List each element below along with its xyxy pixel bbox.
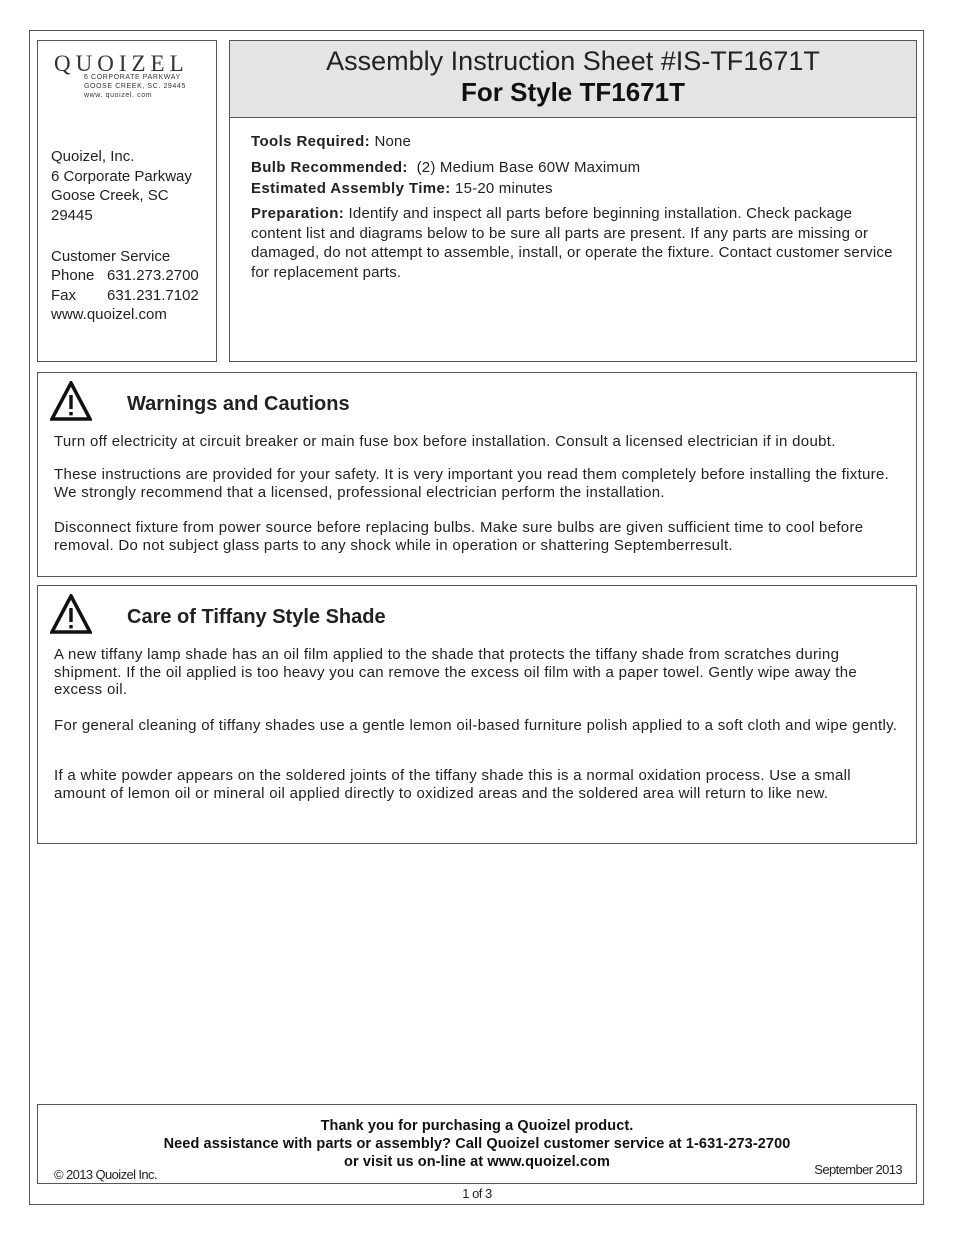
title-band xyxy=(230,41,916,118)
bulb-label: Bulb Recommended: xyxy=(251,159,408,176)
warning-paragraph: These instructions are provided for your safety. It is very important you read them completely before installing the fixture. We strongly recommend that a licensed, professional electrician perform the installation. xyxy=(54,466,890,501)
company-city: Goose Creek, SC xyxy=(51,187,169,204)
page-number: 1 of 3 xyxy=(462,1186,492,1201)
copyright: © 2013 Quoizel Inc. xyxy=(54,1167,157,1182)
fax-row xyxy=(51,286,199,306)
company-zip: 29445 xyxy=(51,207,93,224)
footer-assistance: Need assistance with parts or assembly? Call Quoizel customer service at 1-631-273-2700 xyxy=(163,1136,791,1152)
tools-label: Tools Required: xyxy=(251,133,371,150)
preparation xyxy=(251,204,898,282)
warnings-box xyxy=(37,372,917,577)
sheet-title: Assembly Instruction Sheet #IS-TF1671T xyxy=(326,46,820,76)
footer-website: or visit us on-line at www.quoizel.com xyxy=(344,1154,610,1170)
logo-address-line: GOOSE CREEK, SC. 29445 xyxy=(84,83,186,90)
warning-paragraph: Disconnect fixture from power source before replacing bulbs. Make sure bulbs are given sufficient time to cool before removal. Do not subject glass parts to any shock while in operation or shattering Septemberresult. xyxy=(54,519,864,554)
tools-required xyxy=(251,132,898,152)
bulb-recommended xyxy=(251,158,898,178)
time-value: 15-20 minutes xyxy=(455,180,553,197)
phone-number: 631.273.2700 xyxy=(107,267,199,284)
warning-paragraph: Turn off electricity at circuit breaker or main fuse box before installation. Consult a licensed electrician if in doubt. xyxy=(54,433,836,450)
style-title: For Style TF1671T xyxy=(461,77,685,107)
phone-row xyxy=(51,266,199,286)
care-paragraph: For general cleaning of tiffany shades use a gentle lemon oil-based furniture polish applied to a soft cloth and wipe gently. xyxy=(54,717,898,734)
fax-number: 631.231.7102 xyxy=(107,287,199,304)
warning-triangle-icon xyxy=(50,381,92,421)
company-street: 6 Corporate Parkway xyxy=(51,168,192,185)
tools-value: None xyxy=(374,133,412,150)
footer-thanks: Thank you for purchasing a Quoizel product. xyxy=(320,1118,634,1134)
phone-label: Phone xyxy=(51,267,95,284)
assembly-time xyxy=(251,179,898,199)
customer-service-label: Customer Service xyxy=(51,248,171,265)
care-paragraph: If a white powder appears on the soldered joints of the tiffany shade this is a normal oxidation process. Use a small amount of lemon oil or mineral oil applied directly to oxidized areas and the soldered area will return to like new. xyxy=(54,767,851,802)
company-logo: QUOIZEL xyxy=(54,51,189,76)
prep-value: Identify and inspect all parts before beginning installation. Check package content list and diagrams below to be sure all parts are present. If any parts are missing or damaged, do not attempt to assemble, install, or operate the fixture. Contact customer service for replacement parts. xyxy=(251,205,893,281)
warning-triangle-icon xyxy=(50,594,92,634)
company-info-box xyxy=(37,40,217,362)
instruction-header-box xyxy=(229,40,917,362)
company-website: www.quoizel.com xyxy=(51,306,167,323)
care-box xyxy=(37,585,917,844)
time-label: Estimated Assembly Time: xyxy=(251,180,451,197)
company-name: Quoizel, Inc. xyxy=(51,148,135,165)
revision-date: September 2013 xyxy=(814,1162,902,1177)
logo-address-line: 6 CORPORATE PARKWAY xyxy=(84,74,181,81)
care-title: Care of Tiffany Style Shade xyxy=(127,606,386,628)
bulb-value: (2) Medium Base 60W Maximum xyxy=(416,159,641,176)
care-paragraph: A new tiffany lamp shade has an oil film applied to the shade that protects the tiffany shade from scratches during shipment. If the oil applied is too heavy you can remove the excess oil film with a paper towel. Gently wipe away the excess oil. xyxy=(54,646,857,698)
footer-box xyxy=(37,1104,917,1184)
fax-label: Fax xyxy=(51,287,77,304)
prep-label: Preparation: xyxy=(251,205,345,222)
warnings-title: Warnings and Cautions xyxy=(127,393,350,415)
logo-website-line: www. quoizel. com xyxy=(84,92,153,99)
